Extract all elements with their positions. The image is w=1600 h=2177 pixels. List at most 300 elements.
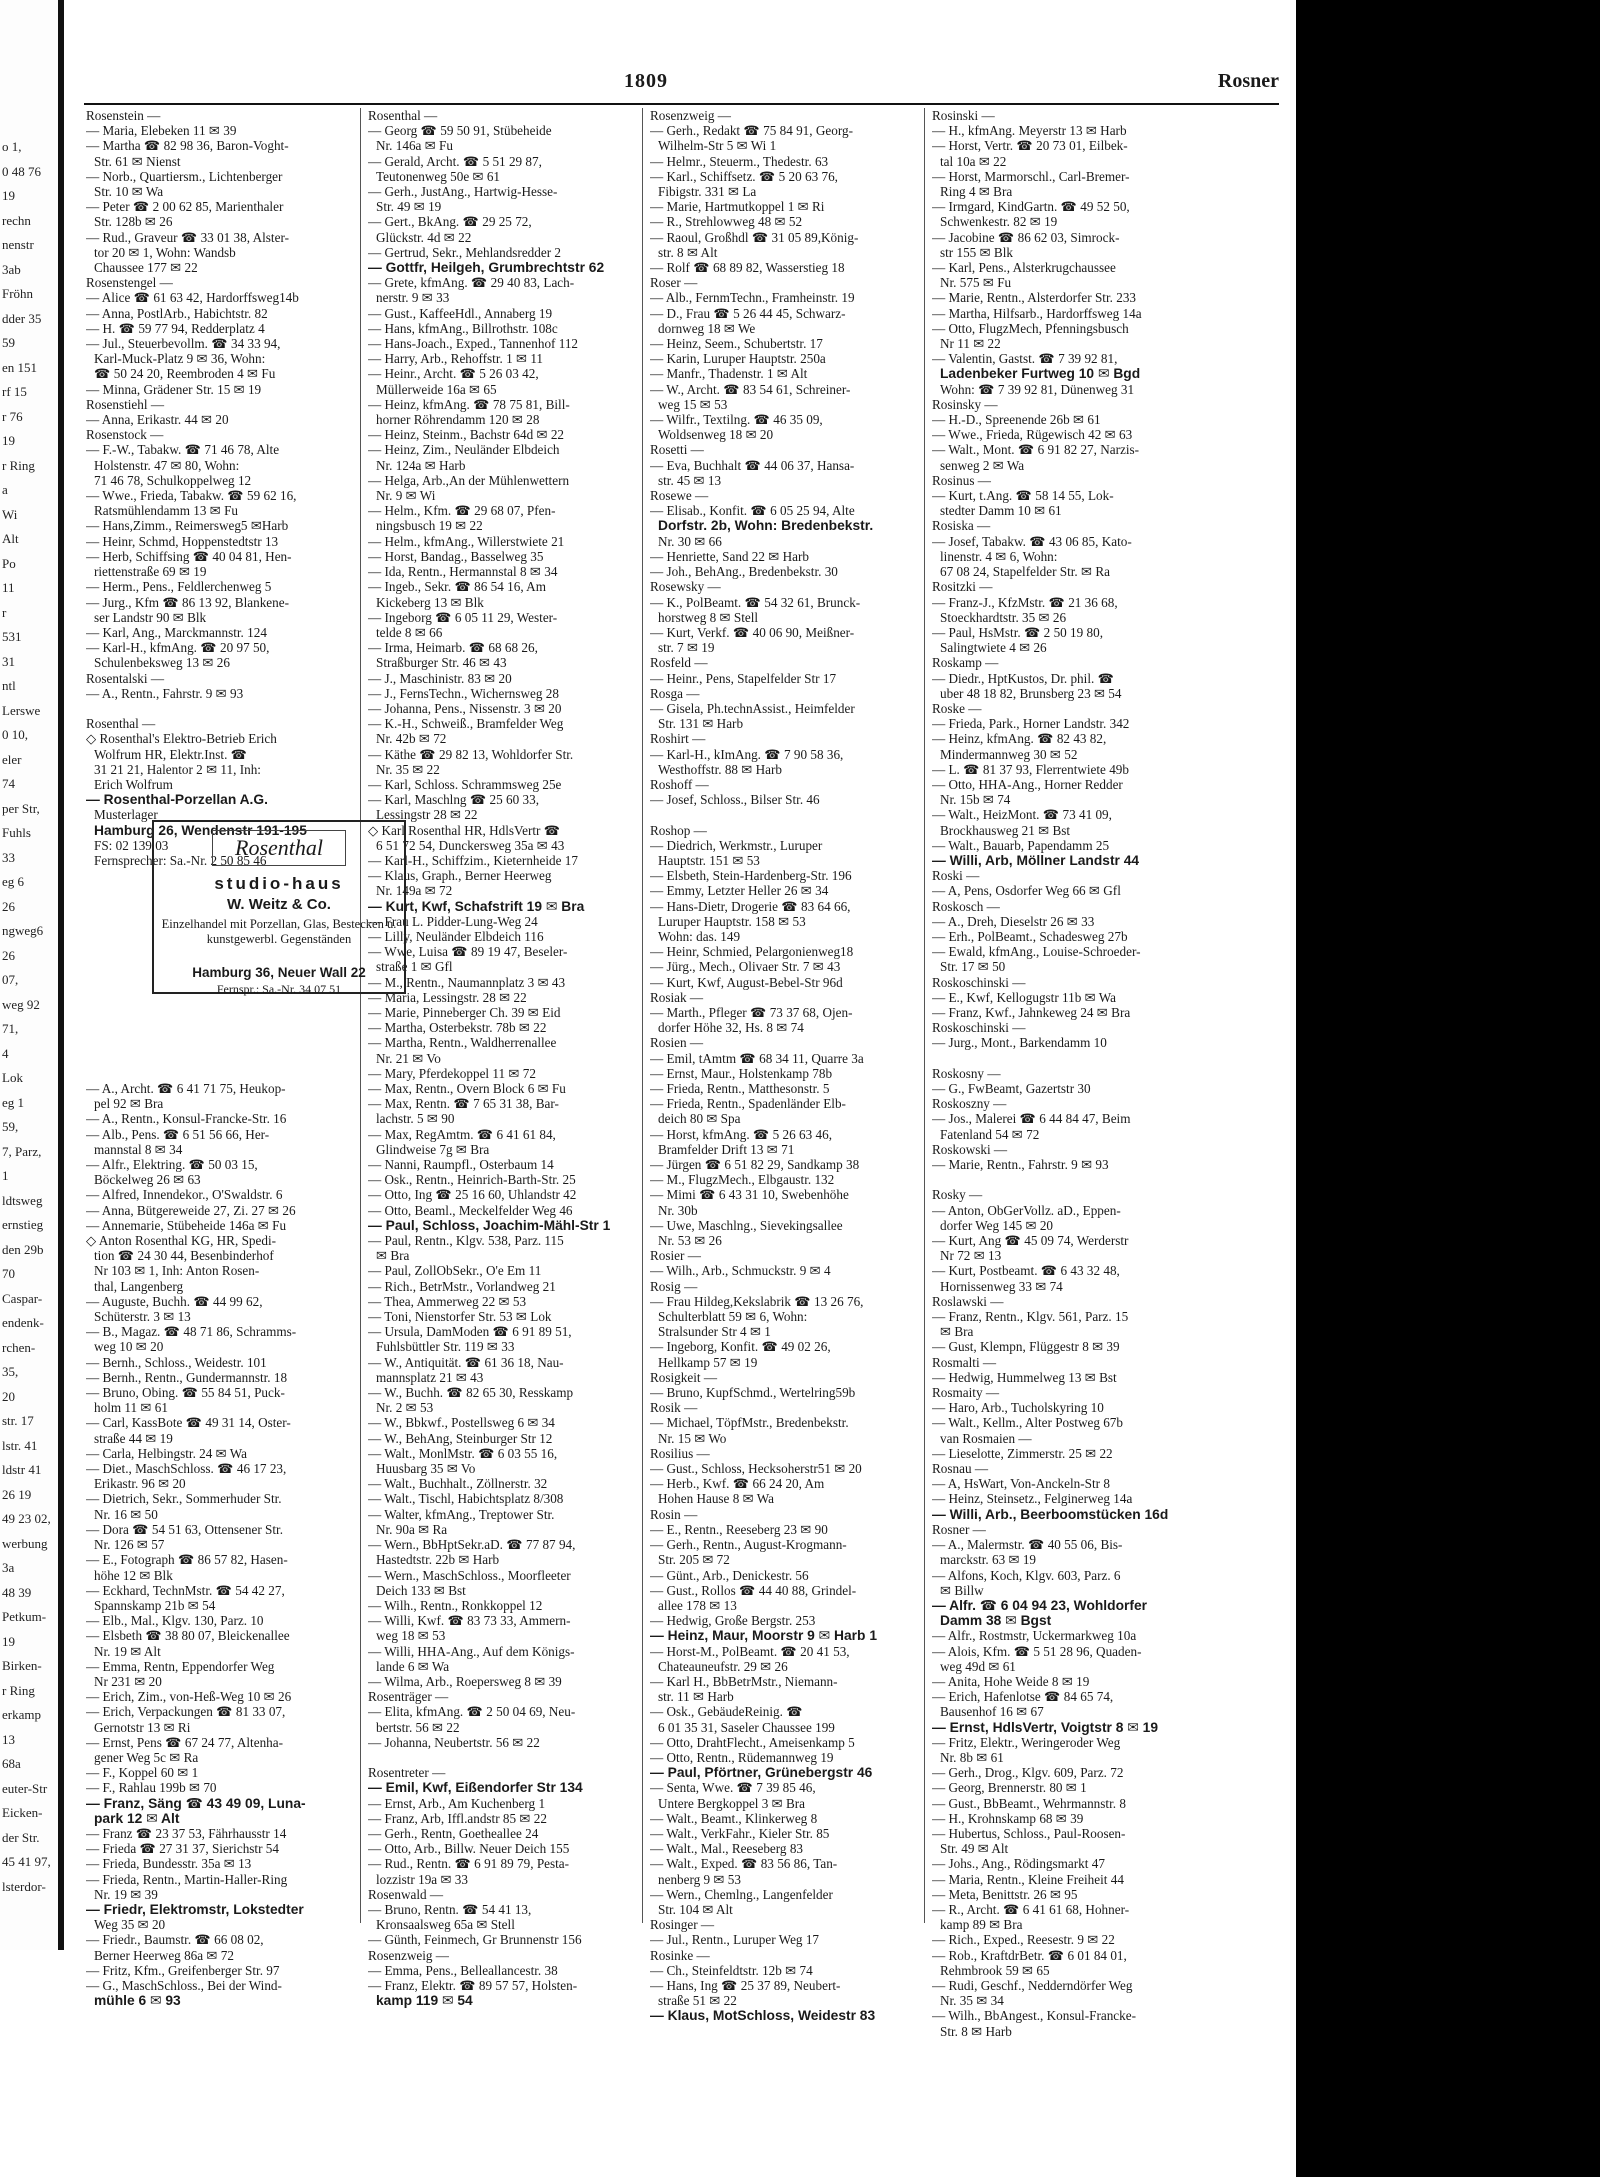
directory-entry-line: Erich Wolfrum	[94, 776, 173, 792]
previous-page-text-fragment: rf 15	[2, 384, 27, 399]
previous-page-text-fragment: 20	[2, 1388, 15, 1404]
directory-entry-line: — Frieda, Rentn., Matthesonstr. 5	[650, 1081, 830, 1096]
previous-page-text-fragment: 4	[2, 1045, 9, 1061]
directory-entry-line	[86, 1066, 351, 1081]
page-header	[84, 70, 1279, 100]
directory-entry-line: — Eva, Buchhalt ☎ 44 06 37, Hansa-	[650, 457, 855, 473]
previous-page-text-fragment: 59	[2, 335, 15, 350]
directory-entry-line: Rosner —	[932, 1521, 986, 1537]
directory-entry-line: Holstenstr. 47 ✉ 80, Wohn:	[94, 457, 240, 473]
directory-entry-line: — E., Fotograph ☎ 86 57 82, Hasen-	[86, 1552, 288, 1568]
directory-entry-line: — Horst, Vertr. ☎ 20 73 01, Eilbek-	[932, 138, 1128, 154]
directory-entry-line: — Wwe., Frieda, Tabakw. ☎ 59 62 16,	[86, 488, 297, 504]
directory-entry-line: — Wern., Chemlng., Langenfelder	[650, 1886, 833, 1902]
directory-entry-line: — Josef, Tabakw. ☎ 43 06 85, Kato-	[932, 533, 1132, 549]
previous-page-text-fragment: Lok	[2, 1070, 23, 1085]
directory-entry-line: dorfer Weg 145 ✉ 20	[940, 1217, 1054, 1233]
directory-entry-line: — Harry, Arb., Rehoffstr. 1 ✉ 11	[368, 351, 544, 367]
previous-page-text-fragment: Birken-	[2, 1658, 42, 1673]
directory-entry-line: — Willi, Kwf. ☎ 83 73 33, Ammern-	[368, 1613, 571, 1629]
previous-page-text-fragment: 3ab	[2, 261, 21, 277]
directory-entry-line: Schulterblatt 59 ✉ 6, Wohn:	[658, 1309, 808, 1325]
directory-entry-line: — Horst, kfmAng. ☎ 5 26 63 46,	[650, 1126, 832, 1142]
directory-entry-line: Schwenkestr. 82 ✉ 19	[940, 214, 1058, 230]
previous-page-text-fragment: ldstr 41	[2, 1462, 42, 1477]
directory-entry-line: — H. ☎ 59 77 94, Redderplatz 4	[86, 320, 265, 336]
directory-entry-line: — Heinz, Zim., Neuländer Elbdeich	[368, 442, 560, 458]
directory-entry-line: — M., Rentn., Naumannplatz 3 ✉ 43	[368, 974, 566, 990]
directory-entry-line: Rosky —	[932, 1187, 983, 1203]
directory-entry-line: Stoeckhardtstr. 35 ✉ 26	[940, 609, 1067, 625]
directory-entry-line: — Emma, Rentn, Eppendorfer Weg	[86, 1658, 275, 1674]
directory-entry-line: — Bruno, Obing. ☎ 55 84 51, Puck-	[86, 1385, 285, 1401]
directory-entry-line: — Emma, Pens., Belleallancestr. 38	[368, 1962, 558, 1978]
previous-page-text-fragment: 19	[2, 433, 15, 448]
directory-entry-line: Rosinsky —	[932, 396, 998, 412]
directory-entry-line: Nr. 149a ✉ 72	[376, 883, 453, 899]
previous-page-text-fragment: 26	[2, 898, 15, 914]
directory-entry-line: uber 48 18 82, Brunsberg 23 ✉ 54	[940, 685, 1122, 701]
directory-entry-line: nerstr. 9 ✉ 33	[376, 290, 450, 306]
directory-entry-line: — G., FwBeamt, Gazertstr 30	[932, 1081, 1091, 1096]
directory-entry-line: — Elita, kfmAng. ☎ 2 50 04 69, Neu-	[368, 1704, 576, 1720]
directory-entry-line: Roshop —	[650, 822, 707, 838]
directory-entry-line: — Hedwig, Große Bergstr. 253	[650, 1613, 816, 1629]
previous-page-text-fragment: a	[2, 482, 8, 497]
directory-entry-line: — Otto, Arb., Billw. Neuer Deich 155	[368, 1841, 570, 1857]
directory-entry-line: marckstr. 63 ✉ 19	[940, 1552, 1037, 1568]
directory-entry-line: Nr. 124a ✉ Harb	[376, 457, 466, 473]
directory-entry-line: linenstr. 4 ✉ 6, Wohn:	[940, 548, 1058, 564]
directory-entry-line: — Erich, Verpackungen ☎ 81 33 07,	[86, 1704, 286, 1720]
column-divider	[642, 108, 643, 1923]
directory-entry-line: Nr 103 ✉ 1, Inh: Anton Rosen-	[94, 1263, 260, 1279]
directory-entry-line: — E., Kwf, Kellogugstr 11b ✉ Wa	[932, 989, 1116, 1005]
directory-entry-line: Hornissenweg 33 ✉ 74	[940, 1278, 1063, 1294]
directory-entry-line: — Gerh., JustAng., Hartwig-Hesse-	[368, 184, 558, 200]
directory-entry-line: Stralsunder Str 4 ✉ 1	[658, 1324, 771, 1340]
directory-entry-line: — Gust., Schloss, Hecksoherstr51 ✉ 20	[650, 1461, 862, 1477]
directory-entry-line: — Hans, kfmAng., Billrothstr. 108c	[368, 320, 558, 336]
directory-entry-line: — Alfons, Koch, Klgv. 603, Parz. 6	[932, 1567, 1121, 1583]
directory-entry-line: kamp 119 ✉ 54	[376, 1993, 473, 2009]
directory-entry-line: Rosenthal —	[368, 108, 438, 123]
directory-entry-line: — Walt., HeizMont. ☎ 73 41 09,	[932, 807, 1112, 823]
directory-entry-line: — Erich, Hafenlotse ☎ 84 65 74,	[932, 1689, 1114, 1705]
directory-entry-line: Hamburg 26, Wendenstr 191-195	[94, 822, 307, 838]
previous-page-text-fragment: 31	[2, 653, 15, 669]
directory-entry-line: — Franz, Säng ☎ 43 49 09, Luna-	[86, 1795, 306, 1811]
directory-entry-line: — Mary, Pferdekoppel 11 ✉ 72	[368, 1065, 536, 1081]
directory-entry-line: — A., Rentn., Fahrstr. 9 ✉ 93	[86, 685, 244, 701]
directory-entry-line: — Kurt, Ang ☎ 45 09 74, Werderstr	[932, 1233, 1129, 1249]
directory-entry-line: — Grete, kfmAng. ☎ 29 40 83, Lach-	[368, 275, 575, 291]
directory-entry-line: — Ingeborg, Konfit. ☎ 49 02 26,	[650, 1339, 831, 1355]
directory-entry-line: Hastedtstr. 22b ✉ Harb	[376, 1552, 500, 1568]
previous-page-text-fragment: 71,	[2, 1021, 19, 1036]
directory-entry-line: Chaussee 177 ✉ 22	[94, 260, 198, 276]
previous-page-text-fragment: 35,	[2, 1364, 19, 1379]
previous-page-text-fragment: Caspar-	[2, 1290, 43, 1306]
directory-entry-line: Rosier —	[650, 1248, 701, 1264]
directory-entry-line: — Johs., Ang., Rödingsmarkt 47	[932, 1856, 1105, 1872]
directory-entry-line: Rosenthal —	[86, 716, 156, 732]
previous-page-text-fragment: euter-Str	[2, 1780, 48, 1796]
ad-line-phone: Fernspr.: Sa.-Nr. 34 07 51	[216, 982, 342, 996]
directory-entry-line: — Elisab., Konfit. ☎ 6 05 25 94, Alte	[650, 503, 855, 519]
directory-entry-line: Nr. 53 ✉ 26	[658, 1233, 722, 1249]
directory-entry-line: — Jos., Malerei ☎ 6 44 84 47, Beim	[932, 1111, 1131, 1127]
directory-entry-line: — Walt., Kellm., Alter Postweg 67b	[932, 1415, 1123, 1431]
directory-entry-line: — Wilma, Arb., Roepersweg 8 ✉ 39	[368, 1673, 562, 1689]
directory-entry-line: — Martha, Osterbekstr. 78b ✉ 22	[368, 1020, 547, 1036]
directory-entry-line: — Franz, Kwf., Jahnkeweg 24 ✉ Bra	[932, 1004, 1131, 1020]
directory-entry-line: straße 1 ✉ Gfl	[376, 959, 453, 975]
directory-entry-line: — Willi, HHA-Ang., Auf dem Königs-	[368, 1643, 575, 1659]
directory-entry-line: Str. 104 ✉ Alt	[658, 1901, 733, 1917]
directory-entry-line: — Karl H., BbBetrMstr., Niemann-	[650, 1673, 838, 1689]
directory-entry-line: — Kurt, Postbeamt. ☎ 6 43 32 48,	[932, 1263, 1120, 1279]
directory-entry-line: Woldsenweg 18 ✉ 20	[658, 427, 774, 443]
directory-entry-line: Wohn: ☎ 7 39 92 81, Dünenweg 31	[940, 381, 1135, 397]
directory-entry-line: weg 49d ✉ 61	[940, 1658, 1016, 1674]
directory-entry-line: Rosenstein —	[86, 108, 161, 123]
directory-entry-line: — Martha ☎ 82 98 36, Baron-Voght-	[86, 138, 289, 154]
directory-entry-line: Chateauneufstr. 29 ✉ 26	[658, 1658, 788, 1674]
directory-entry-line: — Gerh., Drog., Klgv. 609, Parz. 72	[932, 1765, 1124, 1781]
directory-entry-line: Nr. 42b ✉ 72	[376, 731, 447, 747]
directory-entry-line: — Wwe, Luisa ☎ 89 19 47, Beseler-	[368, 944, 568, 960]
directory-entry-line: Nr. 30b	[658, 1202, 698, 1218]
previous-page-text-fragment: erkamp	[2, 1707, 41, 1722]
directory-entry-line: — Irma, Heimarb. ☎ 68 68 26,	[368, 640, 538, 656]
directory-entry-line: — Auguste, Buchh. ☎ 44 99 62,	[86, 1293, 263, 1309]
directory-entry-line: — Hubertus, Schloss., Paul-Roosen-	[932, 1825, 1126, 1841]
directory-entry-line: Fuhlsbüttler Str. 119 ✉ 33	[376, 1339, 515, 1355]
directory-entry-line: — Karl, Schloss. Schrammsweg 25e	[368, 776, 562, 792]
directory-entry-line: — Ursula, DamModen ☎ 6 91 89 51,	[368, 1324, 572, 1340]
directory-entry-line: — Wilh., Rentn., Ronkkoppel 12	[368, 1597, 543, 1613]
directory-entry-line: — Kurt, t.Ang. ☎ 58 14 55, Lok-	[932, 488, 1114, 504]
directory-entry-line: — H., Krohnskamp 68 ✉ 39	[932, 1810, 1084, 1826]
directory-entry-line: — Ernst, HdlsVertr, Voigtstr 8 ✉ 19	[932, 1719, 1158, 1735]
directory-entry-line: — A, Pens, Osdorfer Weg 66 ✉ Gfl	[932, 883, 1121, 899]
directory-entry-line: — Heinr, Schmied, Pelargonienweg18	[650, 944, 854, 960]
directory-entry-line: — Frieda, Rentn., Spadenländer Elb-	[650, 1096, 846, 1112]
directory-entry-line: — Erich, Zim., von-Heß-Weg 10 ✉ 26	[86, 1689, 292, 1705]
directory-entry-line: — Frieda, Rentn., Martin-Haller-Ring	[86, 1871, 288, 1887]
directory-entry-line: Nr. 575 ✉ Fu	[940, 275, 1012, 291]
directory-entry-line: — Ch., Steinfeldtstr. 12b ✉ 74	[650, 1962, 813, 1978]
directory-entry-line: — Günt., Arb., Denickestr. 56	[650, 1567, 809, 1583]
directory-entry-line: — Gust., KaffeeHdl., Annaberg 19	[368, 305, 553, 321]
directory-entry-line: — A., Dreh, Dieselstr 26 ✉ 33	[932, 913, 1095, 929]
directory-entry-line: Rosenstengel —	[86, 275, 173, 291]
directory-entry-line: — Klaus, MotSchloss, Weidestr 83	[650, 2008, 876, 2024]
directory-entry-line: Rosin —	[650, 1506, 698, 1522]
directory-entry-line: Str. 61 ✉ Nienst	[94, 153, 181, 169]
directory-entry-line: — Hedwig, Hummelweg 13 ✉ Bst	[932, 1369, 1117, 1385]
directory-entry-line: Rosilius —	[650, 1445, 710, 1461]
directory-entry-line: — Johanna, Pens., Nissenstr. 3 ✉ 20	[368, 700, 562, 716]
directory-entry-line: — Friedr, Elektromstr, Lokstedter	[86, 1901, 304, 1917]
directory-entry-line: Rosenstock —	[86, 427, 164, 443]
directory-entry-line: weg 10 ✉ 20	[94, 1339, 164, 1355]
directory-entry-line: — Carl, KassBote ☎ 49 31 14, Oster-	[86, 1415, 291, 1431]
directory-entry-line: ◇ Karl Rosenthal HR, HdlsVertr ☎	[368, 822, 561, 838]
previous-page-text-fragment: lstr. 41	[2, 1437, 38, 1453]
directory-entry-line: Nr. 16 ✉ 50	[94, 1506, 158, 1522]
directory-entry-line: — Alice ☎ 61 63 42, Hardorffsweg14b	[86, 290, 299, 306]
directory-entry-line: Roshoff —	[650, 776, 709, 792]
directory-entry-line: — Ewald, kfmAng., Louise-Schroeder-	[932, 944, 1141, 960]
directory-entry-line	[932, 1051, 1197, 1066]
directory-entry-line: 6 01 35 31, Saseler Chaussee 199	[658, 1719, 835, 1735]
directory-entry-line: ningsbusch 19 ✉ 22	[376, 518, 483, 534]
directory-entry-line: — Frieda ☎ 27 31 37, Sierichstr 54	[86, 1841, 279, 1857]
directory-entry-line: ✉ Bra	[376, 1248, 410, 1264]
directory-entry-line: — Marie, Rentn., Alsterdorfer Str. 233	[932, 290, 1137, 306]
directory-entry-line: — Emil, tAmtm ☎ 68 34 11, Quarre 3a	[650, 1050, 864, 1066]
directory-entry-line: Rositzki —	[932, 579, 993, 595]
directory-entry-line: — Emil, Kwf, Eißendorfer Str 134	[368, 1780, 583, 1796]
directory-entry-line: Rosien —	[650, 1035, 704, 1051]
previous-page-text-fragment: weg 92	[2, 996, 40, 1012]
directory-entry-line: Rosik —	[650, 1400, 698, 1416]
directory-entry-line: Nr 231 ✉ 20	[94, 1673, 162, 1689]
directory-entry-line: — Raoul, Großhdl ☎ 31 05 89,König-	[650, 229, 859, 245]
directory-entry-line: — Bernh., Schloss., Weidestr. 101	[86, 1354, 267, 1370]
directory-entry-line: — Karin, Luruper Hauptstr. 250a	[650, 351, 826, 367]
directory-entry-line: — Dietrich, Sekr., Sommerhuder Str.	[86, 1491, 282, 1507]
directory-entry-line: deich 80 ✉ Spa	[658, 1111, 741, 1127]
directory-entry-line: — Ernst, Arb., Am Kuchenberg 1	[368, 1795, 546, 1811]
directory-entry-line: str. 45 ✉ 13	[658, 472, 722, 488]
directory-entry-line: — Karl, Maschlng ☎ 25 60 33,	[368, 792, 539, 808]
directory-entry-line: str. 11 ✉ Harb	[658, 1689, 734, 1705]
directory-entry-line: Roslawski —	[932, 1293, 1004, 1309]
directory-entry-line: — Frau Hildeg,Kekslabrik ☎ 13 26 76,	[650, 1293, 864, 1309]
directory-entry-line: — Frieda, Park., Horner Landstr. 342	[932, 716, 1130, 732]
directory-entry-line: Str. 8 ✉ Harb	[940, 2023, 1012, 2039]
directory-entry-line: — Kurt, Verkf. ☎ 40 06 90, Meißner-	[650, 624, 855, 640]
directory-entry-line: — F., Rahlau 199b ✉ 70	[86, 1780, 217, 1796]
directory-entry-line: Nr. 30 ✉ 66	[658, 533, 722, 549]
directory-entry-line: Schüterstr. 3 ✉ 13	[94, 1309, 191, 1325]
directory-entry-line: — Hans-Joach., Exped., Tannenhof 112	[368, 336, 579, 352]
directory-entry-line: Müllerweide 16a ✉ 65	[376, 381, 497, 397]
directory-entry-line: — F.-W., Tabakw. ☎ 71 46 78, Alte	[86, 442, 280, 458]
directory-entry-line: — Frieda, Bundesstr. 35a ✉ 13	[86, 1856, 252, 1872]
directory-entry-line: — Diet., MaschSchloss. ☎ 46 17 23,	[86, 1461, 287, 1477]
directory-entry-line: — Fritz, Elektr., Weringeroder Weg	[932, 1734, 1121, 1750]
directory-entry-line: — Marie, Rentn., Fahrstr. 9 ✉ 93	[932, 1157, 1109, 1173]
directory-entry-line: dornweg 18 ✉ We	[658, 320, 756, 336]
directory-entry-line: Hellkamp 57 ✉ 19	[658, 1354, 758, 1370]
previous-page-text-fragment: Fröhn	[2, 286, 34, 301]
directory-entry-line: Rosmalti —	[932, 1354, 997, 1370]
directory-entry-line: Rosewsky —	[650, 579, 721, 595]
previous-page-text-fragment: Po	[2, 555, 16, 571]
directory-entry-line: — Günth, Feinmech, Gr Brunnenstr 156	[368, 1932, 582, 1948]
directory-entry-line: Bramfelder Drift 13 ✉ 71	[658, 1141, 795, 1157]
directory-entry-line	[650, 807, 915, 822]
directory-entry-line: — Paul, Pförtner, Grünebergstr 46	[650, 1765, 873, 1781]
directory-entry-line: — Walt., Exped. ☎ 83 56 86, Tan-	[650, 1856, 838, 1872]
directory-entry-line: straße 51 ✉ 22	[658, 1993, 737, 2009]
previous-page-text-fragment: Eicken-	[2, 1805, 43, 1820]
directory-entry-line: — Gust., BbBeamt., Wehrmannstr. 8	[932, 1795, 1126, 1811]
directory-entry-line: Roshirt —	[650, 731, 706, 747]
directory-entry-line: 71 46 78, Schulkoppelweg 12	[94, 472, 252, 488]
directory-entry-line: Rosfeld —	[650, 655, 708, 671]
previous-page-text-fragment: rchen-	[2, 1339, 36, 1355]
directory-entry-line: — Walt., Buchhalt., Zöllnerstr. 32	[368, 1476, 548, 1492]
directory-entry-line: Deich 133 ✉ Bst	[376, 1582, 466, 1598]
directory-entry-line: — Karl, Ang., Marckmannstr. 124	[86, 624, 267, 640]
directory-entry-line: Str. 49 ✉ 19	[376, 199, 442, 215]
directory-entry-line: riettenstraße 69 ✉ 19	[94, 564, 207, 580]
directory-entry-line: — Anna, PostlArb., Habichtstr. 82	[86, 305, 268, 321]
directory-entry-line: Nr. 2 ✉ 53	[376, 1400, 434, 1416]
directory-entry-line: mühle 6 ✉ 93	[94, 1993, 181, 2009]
directory-entry-line: Str. 10 ✉ Wa	[94, 184, 164, 200]
directory-entry-line: — Walt., MonlMstr. ☎ 6 03 55 16,	[368, 1445, 558, 1461]
directory-entry-line: Dorfstr. 2b, Wohn: Bredenbekstr.	[658, 518, 874, 534]
directory-entry-line: — Walt., Mal., Reeseberg 83	[650, 1841, 804, 1857]
directory-entry-line: Rosigkeit —	[650, 1369, 718, 1385]
directory-entry-line: — Anna, Erikastr. 44 ✉ 20	[86, 412, 229, 428]
directory-entry-line: — Erh., PolBeamt., Schadesweg 27b	[932, 928, 1128, 944]
directory-entry-line: — Gust, Klempn, Flüggestr 8 ✉ 39	[932, 1339, 1120, 1355]
directory-entry-line: — Rolf ☎ 68 89 82, Wasserstieg 18	[650, 260, 845, 276]
directory-entry-line: telde 8 ✉ 66	[376, 624, 443, 640]
directory-entry-line: — Minna, Grädener Str. 15 ✉ 19	[86, 381, 262, 397]
directory-entry-line: — Gertrud, Sekr., Mehlandsredder 2	[368, 244, 562, 260]
directory-entry-line: Roskosch —	[932, 898, 1000, 914]
directory-entry-line: — Emmy, Letzter Heller 26 ✉ 34	[650, 883, 829, 899]
directory-entry-line: kamp 89 ✉ Bra	[940, 1917, 1023, 1933]
directory-entry-line: Rosinger —	[650, 1917, 715, 1933]
directory-entry-line: 67 08 24, Stapelfelder Str. ✉ Ra	[940, 564, 1111, 580]
directory-entry-line: — Paul, Schloss, Joachim-Mähl-Str 1	[368, 1217, 611, 1233]
previous-page-text-fragment: 70	[2, 1266, 15, 1281]
directory-entry-line: — Wern., BbHptSekr.aD. ☎ 77 87 94,	[368, 1537, 576, 1553]
directory-entry-line: — Jurg., Mont., Barkendamm 10	[932, 1035, 1107, 1051]
directory-entry-line: — Jacobine ☎ 86 62 03, Simrock-	[932, 229, 1120, 245]
directory-entry-line: — Max, RegAmtm. ☎ 6 41 61 84,	[368, 1126, 556, 1142]
directory-entry-line: — D., Frau ☎ 5 26 44 45, Schwarz-	[650, 305, 846, 321]
directory-entry-line: — Ernst, Pens ☎ 67 24 77, Altenha-	[86, 1734, 284, 1750]
directory-entry-line: Roskamp —	[932, 655, 999, 671]
directory-entry-line: — Elsbeth ☎ 38 80 07, Bleickenallee	[86, 1628, 290, 1644]
directory-entry-line: Westhoffstr. 88 ✉ Harb	[658, 761, 783, 777]
directory-entry-line: — Valentin, Gastst. ☎ 7 39 92 81,	[932, 351, 1118, 367]
directory-entry-line: — Heinz, Steinsetz., Felginerweg 14a	[932, 1491, 1133, 1507]
directory-entry-line: — Martha, Hilfsarb., Hardorffsweg 14a	[932, 305, 1142, 321]
directory-entry-line: — Frau L. Pidder-Lung-Weg 24	[368, 913, 538, 929]
previous-page-text-fragment: r Ring	[2, 1682, 35, 1698]
directory-entry-line: Huusbarg 35 ✉ Vo	[376, 1461, 476, 1477]
directory-entry-line: — K.-H., Schweiß., Bramfelder Weg	[368, 716, 564, 732]
previous-page-text-fragment: per Str,	[2, 800, 40, 816]
directory-entry-line: ✉ Bra	[940, 1324, 974, 1340]
directory-page	[64, 0, 1296, 2039]
advertisement-box	[152, 820, 406, 994]
directory-entry-line: — J., FernsTechn., Wichernsweg 28	[368, 685, 559, 701]
directory-entry-line: — Max, Rentn., Overn Block 6 ✉ Fu	[368, 1081, 566, 1096]
directory-entry-line: Rosinus —	[932, 472, 991, 488]
directory-entry-line: — Marie, Hartmutkoppel 1 ✉ Ri	[650, 199, 825, 215]
directory-entry-line: Weg 35 ✉ 20	[94, 1917, 166, 1933]
directory-entry-line: Brockhausweg 21 ✉ Bst	[940, 822, 1071, 838]
previous-page-text-fragment: en 151	[2, 359, 38, 375]
directory-entry-line: — Friedr., Baumstr. ☎ 66 08 02,	[86, 1932, 264, 1948]
directory-entry-line: Roskowski —	[932, 1141, 1008, 1157]
directory-entry-line: — Franz, Rentn., Klgv. 561, Parz. 15	[932, 1309, 1129, 1325]
directory-entry-line: — W., Buchh. ☎ 82 65 30, Resskamp	[368, 1385, 574, 1401]
directory-entry-line: lachstr. 5 ✉ 90	[376, 1111, 455, 1127]
directory-entry-line: — Heinr., Pens, Stapelfelder Str 17	[650, 670, 837, 686]
directory-entry-line: gener Weg 5c ✉ Ra	[94, 1749, 199, 1765]
directory-entry-line: — Otto, HHA-Ang., Horner Redder	[932, 776, 1123, 792]
directory-entry-line: — Horst, Bandag., Basselweg 35	[368, 548, 544, 564]
directory-entry-line: — Haro, Arb., Tucholskyring 10	[932, 1400, 1104, 1416]
directory-entry-line	[368, 1750, 633, 1765]
directory-entry-line: — Senta, Wwe. ☎ 7 39 85 46,	[650, 1780, 816, 1796]
directory-entry-line: — Rudi, Geschf., Nedderndörfer Weg	[932, 1977, 1133, 1993]
previous-page-text-fragment: den 29b	[2, 1241, 44, 1257]
directory-entry-line: — Georg ☎ 59 50 91, Stübeheide	[368, 123, 552, 139]
previous-page-text-fragment: Petkum-	[2, 1609, 47, 1624]
directory-entry-line: Glückstr. 4d ✉ 22	[376, 229, 472, 245]
directory-entry-line: Fibigstr. 331 ✉ La	[658, 184, 757, 200]
directory-entry-line: Nr. 19 ✉ Alt	[94, 1643, 161, 1659]
directory-entry-line: — Otto, DrahtFlecht., Ameisenkamp 5	[650, 1734, 855, 1750]
ad-line-company: W. Weitz & Co.	[227, 896, 331, 913]
directory-entry-line: — Jürg., Mech., Olivaer Str. 7 ✉ 43	[650, 959, 841, 975]
directory-entry-line: horner Röhrendamm 120 ✉ 28	[376, 412, 540, 428]
directory-entry-line: — Walt., Tischl, Habichtsplatz 8/308	[368, 1491, 564, 1507]
previous-page-text-fragment: 33	[2, 849, 15, 865]
directory-entry-line: — Georg, Brennerstr. 80 ✉ 1	[932, 1780, 1087, 1796]
directory-entry-line: — Eckhard, TechnMstr. ☎ 54 42 27,	[86, 1582, 285, 1598]
directory-entry-line: — Heinz, kfmAng. ☎ 82 43 82,	[932, 731, 1107, 747]
directory-entry-line: — A., Archt. ☎ 6 41 71 75, Heukop-	[86, 1081, 286, 1096]
previous-page-text-fragment: Fuhls	[2, 825, 31, 840]
directory-entry-line: — Helga, Arb.,An der Mühlenwettern	[368, 472, 570, 488]
directory-entry-line: thal, Langenberg	[94, 1278, 184, 1294]
directory-entry-line: Luruper Hauptstr. 158 ✉ 53	[658, 913, 806, 929]
directory-entry-line: Rosmaity —	[932, 1385, 1000, 1401]
directory-entry-line: — Helmr., Steuerm., Thedestr. 63	[650, 153, 829, 169]
directory-entry-line: — Wern., MaschSchloss., Moorfleeter	[368, 1567, 571, 1583]
column-divider	[360, 108, 361, 1923]
column-3	[650, 108, 915, 2024]
directory-entry-line: Nr. 19 ✉ 39	[94, 1886, 158, 1902]
previous-page-text-fragment: 68a	[2, 1756, 21, 1771]
directory-entry-line	[932, 1172, 1197, 1187]
directory-entry-line: — Alfr. ☎ 6 04 94 23, Wohldorfer	[932, 1597, 1148, 1613]
directory-entry-line: Str. 205 ✉ 72	[658, 1552, 730, 1568]
directory-entry-line: — Elb., Mal., Klgv. 130, Parz. 10	[86, 1613, 264, 1629]
directory-entry-line: — Walt., VerkFahr., Kieler Str. 85	[650, 1825, 830, 1841]
directory-entry-line: — Alfred, Innendekor., O'Swaldstr. 6	[86, 1187, 283, 1203]
directory-entry-line: Damm 38 ✉ Bgst	[940, 1613, 1052, 1629]
directory-entry-line: Ladenbeker Furtweg 10 ✉ Bgd	[940, 366, 1141, 382]
directory-entry-line: — Lieselotte, Zimmerstr. 25 ✉ 22	[932, 1445, 1113, 1461]
directory-entry-line: Salingtwiete 4 ✉ 26	[940, 640, 1047, 656]
